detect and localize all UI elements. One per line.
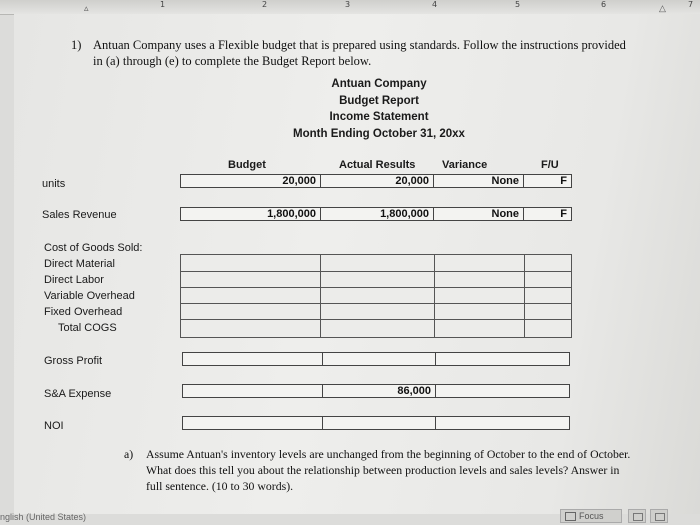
horizontal-ruler[interactable] — [0, 0, 700, 15]
col-fu: F/U — [541, 159, 559, 171]
total-cogs-label: Total COGS — [58, 322, 117, 334]
gross-profit-label: Gross Profit — [44, 355, 103, 367]
units-label: units — [42, 178, 66, 190]
direct-labor-label: Direct Labor — [44, 274, 104, 286]
col-budget: Budget — [228, 159, 266, 171]
sales-actual[interactable]: 1,800,000 — [321, 208, 434, 220]
noi-variance[interactable] — [436, 417, 569, 429]
units-budget[interactable]: 20,000 — [181, 175, 321, 187]
language-indicator[interactable]: nglish (United States) — [0, 512, 87, 522]
ruler-number: 3 — [345, 0, 351, 9]
sales-fu[interactable]: F — [560, 208, 567, 220]
noi-row[interactable] — [182, 416, 570, 430]
report-title: Budget Report — [339, 94, 419, 107]
report-period: Month Ending October 31, 20xx — [293, 127, 465, 140]
sales-budget[interactable]: 1,800,000 — [181, 208, 321, 220]
units-fu[interactable]: F — [560, 175, 567, 187]
units-row[interactable] — [180, 174, 572, 188]
noi-budget[interactable] — [183, 417, 323, 429]
web-view-icon — [655, 513, 665, 521]
web-layout-view-button[interactable] — [650, 509, 668, 523]
ruler-number: 5 — [515, 0, 521, 9]
focus-label: Focus — [579, 511, 604, 521]
document-page[interactable] — [14, 14, 700, 514]
page-view-icon — [633, 513, 643, 521]
col-variance: Variance — [442, 159, 488, 171]
variable-overhead-label: Variable Overhead — [44, 290, 135, 302]
sa-expense-budget[interactable] — [183, 385, 323, 397]
gross-profit-variance[interactable] — [436, 353, 569, 365]
gross-profit-budget[interactable] — [183, 353, 323, 365]
part-a-label: a) — [124, 447, 134, 461]
gross-profit-actual[interactable] — [323, 353, 436, 365]
left-indent-marker-icon[interactable]: ▵ — [84, 3, 89, 13]
report-header — [244, 76, 514, 142]
noi-actual[interactable] — [323, 417, 436, 429]
question-number: 1) — [71, 38, 82, 52]
col-actual-results: Actual Results — [339, 159, 416, 171]
direct-material-label: Direct Material — [44, 258, 115, 270]
part-a-text: Assume Antuan's inventory levels are unchanged from the beginning of October to the end of October. What does this tell you about the relationship between production levels and sales levels? Answer in full sentence. (10 to 30 words). — [146, 447, 631, 493]
cogs-table[interactable] — [180, 254, 572, 338]
units-variance[interactable]: None — [434, 175, 524, 187]
ruler-number: 7 — [688, 0, 694, 9]
sa-expense-actual[interactable]: 86,000 — [323, 385, 436, 397]
sa-expense-variance[interactable] — [436, 385, 569, 397]
gross-profit-row[interactable] — [182, 352, 570, 366]
sa-expense-row[interactable] — [182, 384, 570, 398]
company-name: Antuan Company — [331, 78, 427, 90]
statement-title: Income Statement — [329, 111, 429, 123]
ruler-number: 1 — [160, 0, 166, 9]
units-actual[interactable]: 20,000 — [321, 175, 434, 187]
noi-label: NOI — [44, 420, 64, 432]
sales-variance[interactable]: None — [434, 208, 524, 220]
right-indent-marker-icon[interactable]: △ — [659, 3, 666, 13]
focus-icon — [565, 512, 576, 521]
fixed-overhead-label: Fixed Overhead — [44, 306, 123, 318]
ruler-number: 6 — [601, 0, 607, 9]
sa-expense-label: S&A Expense — [44, 388, 112, 400]
cogs-header-label: Cost of Goods Sold: — [44, 242, 143, 254]
print-layout-view-button[interactable] — [628, 509, 646, 523]
focus-mode-button[interactable] — [560, 509, 622, 523]
sales-revenue-row[interactable] — [180, 207, 572, 221]
question-text: Antuan Company uses a Flexible budget that is prepared using standards. Follow the instructions provided in (a) through (e) to complete the Budget Report below. — [93, 38, 626, 68]
sales-revenue-label: Sales Revenue — [42, 209, 117, 221]
ruler-number: 4 — [432, 0, 438, 9]
ruler-number: 2 — [262, 0, 268, 9]
